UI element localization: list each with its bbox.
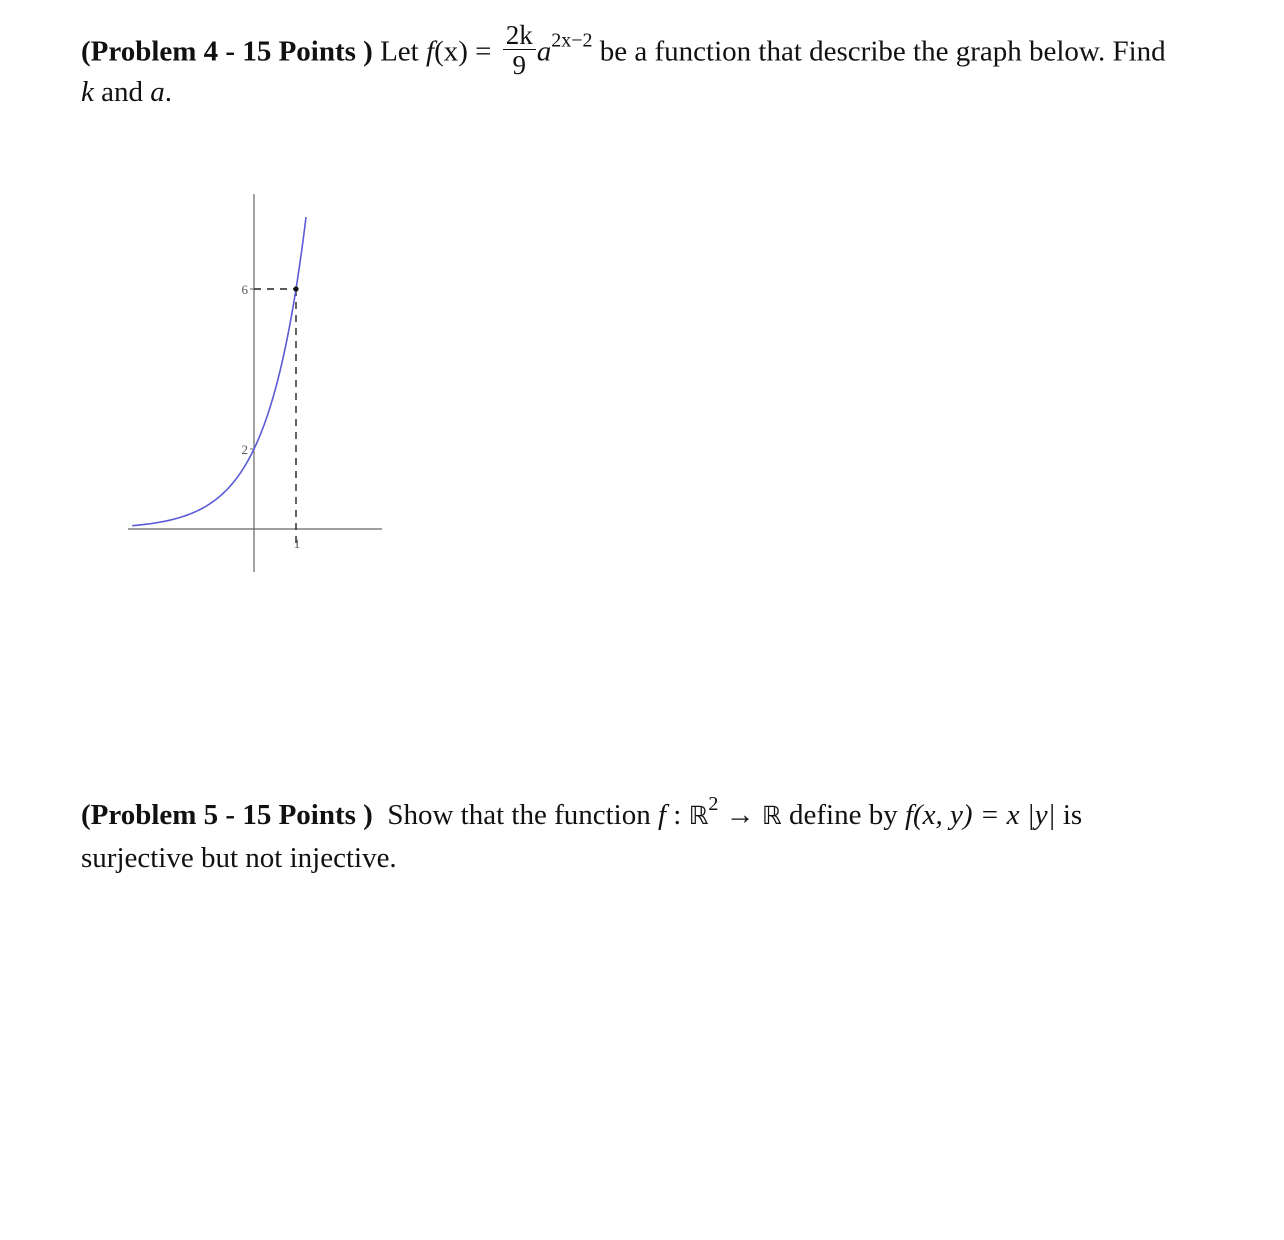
- problem4-heading: (Problem 4 - 15 Points ): [81, 35, 373, 68]
- problem5-func-f: f: [657, 799, 667, 831]
- problem4-period: .: [164, 76, 172, 108]
- x-tick-label-1: 1: [293, 536, 301, 551]
- problem5-domain-set: ℝ: [688, 801, 709, 830]
- problem5-codomain-set: ℝ: [761, 801, 782, 830]
- problem5-formula: f(x, y) = x |y|: [904, 799, 1056, 831]
- problem4-let: Let: [380, 35, 419, 68]
- y-tick-label-2: 2: [241, 442, 248, 457]
- problem4-line2: [81, 78, 172, 107]
- problem4-a: a: [150, 76, 165, 108]
- problem4-line1: [81, 20, 1166, 84]
- problem4-and: and: [101, 76, 143, 108]
- problem5-colon: :: [673, 799, 682, 831]
- problem4-exponent: 2x−2: [551, 29, 593, 52]
- problem5-line1: [81, 793, 1083, 831]
- problem5-line2-text: surjective but not injective.: [81, 842, 397, 874]
- problem4-k: k: [81, 76, 94, 108]
- problem4-equals: =: [475, 35, 492, 68]
- y-tick-label-6: 6: [241, 282, 248, 297]
- problem4-base: a: [536, 35, 552, 68]
- fraction-denominator: 9: [512, 50, 526, 81]
- curve-series-f: [132, 217, 306, 526]
- problem5-text2: define by: [788, 799, 898, 831]
- problem5-heading: (Problem 5 - 15 Points ): [81, 799, 373, 831]
- problem5-arrow: →: [725, 799, 755, 831]
- problem4-func-name: f: [426, 35, 435, 68]
- marked-point: [293, 286, 298, 291]
- problem5-line2: [81, 844, 397, 873]
- function-graph: [120, 180, 390, 580]
- problem4-text: be a function that describe the graph below. Find: [599, 35, 1166, 68]
- problem5-text1: Show that the function: [387, 799, 651, 831]
- problem5-text3: is: [1062, 799, 1083, 831]
- problem4-func-var: (x): [434, 35, 468, 68]
- problem4-fraction: [503, 21, 536, 81]
- problem5-domain-exp: 2: [708, 793, 719, 815]
- fraction-numerator: 2k: [503, 21, 536, 50]
